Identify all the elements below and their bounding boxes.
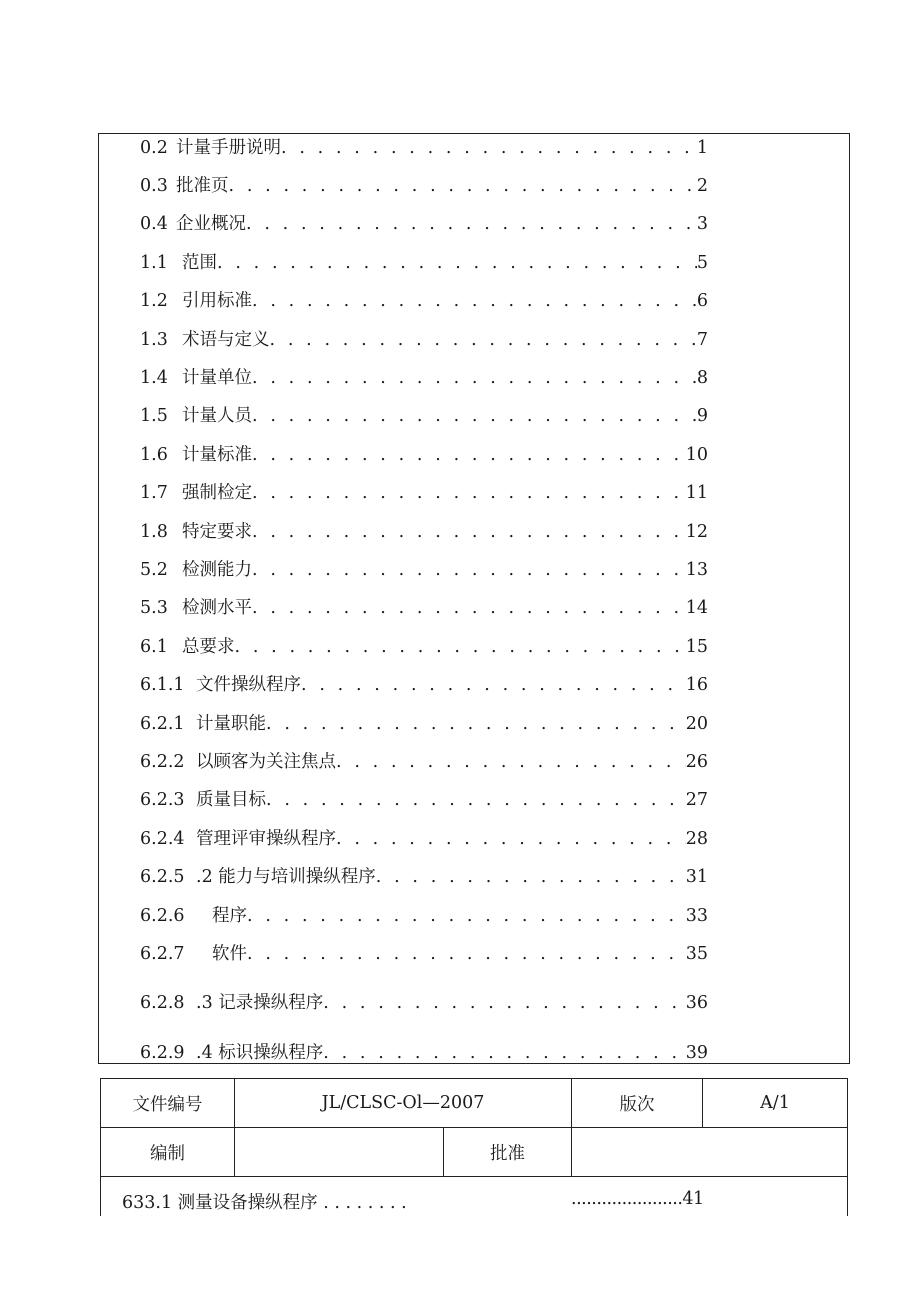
document-control-table: [100, 1078, 848, 1177]
toc-entry-page: 13: [685, 560, 708, 580]
toc-entry-number: 6.2.1: [140, 714, 185, 734]
version-value: A/1: [703, 1079, 848, 1128]
toc-entry[interactable]: [140, 1040, 708, 1066]
toc-entry[interactable]: [140, 250, 708, 276]
toc-entry-number: 1.3: [140, 330, 168, 350]
toc-entry-number: 1.5: [140, 406, 168, 426]
toc-entry[interactable]: [140, 634, 708, 660]
toc-entry[interactable]: [140, 595, 708, 621]
toc-leader-dots: [252, 288, 697, 314]
toc-entry-page: 16: [685, 675, 708, 695]
toc-entry-page: 8: [696, 368, 708, 388]
toc-entry-title: 计量人员: [182, 406, 252, 426]
approved-label: 批准: [444, 1128, 572, 1177]
prepared-value: [235, 1128, 444, 1177]
toc-entry-page: 36: [685, 993, 708, 1013]
toc-leader-dots: [266, 711, 686, 737]
continuation-entry-title: 633.1 测量设备操纵程序 . . . . . . . .: [122, 1193, 407, 1213]
toc-entry-title: 特定要求: [182, 522, 252, 542]
toc-entry-number: 5.2: [140, 560, 168, 580]
toc-entry-number: 1.2: [140, 291, 168, 311]
toc-entry-title: 文件操纵程序: [196, 675, 301, 695]
toc-entry-number: 1.6: [140, 445, 168, 465]
toc-entry[interactable]: [140, 749, 708, 775]
toc-entry-title: 检测水平: [182, 598, 252, 618]
toc-entry-page: 15: [685, 637, 708, 657]
toc-leader-dots: [252, 365, 697, 391]
toc-leader-dots: [252, 403, 697, 429]
toc-entry[interactable]: [140, 135, 708, 161]
toc-entry-page: 5: [696, 253, 708, 273]
toc-entry[interactable]: [140, 826, 708, 852]
toc-entry-number: 0.4: [140, 214, 168, 234]
toc-entry-page: 9: [696, 406, 708, 426]
prepared-label: 编制: [101, 1128, 235, 1177]
control-row-1: [101, 1079, 848, 1128]
toc-leader-dots: [246, 211, 697, 237]
toc-entry[interactable]: [140, 941, 708, 967]
toc-entry[interactable]: [140, 365, 708, 391]
toc-entry[interactable]: [140, 864, 708, 890]
toc-leader-dots: [323, 990, 685, 1016]
toc-entry-title: 强制检定: [182, 483, 252, 503]
toc-entry[interactable]: [140, 711, 708, 737]
toc-entry[interactable]: [140, 787, 708, 813]
toc-entry-number: 6.2.8: [140, 993, 185, 1013]
toc-entry-page: 10: [685, 445, 708, 465]
continuation-entry-page: ......................41: [571, 1189, 704, 1209]
toc-leader-dots: [376, 864, 686, 890]
toc-leader-dots: [252, 442, 686, 468]
toc-entry-page: 2: [696, 176, 708, 196]
toc-entry-title: 管理评审操纵程序: [196, 829, 336, 849]
toc-entry-title: 检测能力: [182, 560, 252, 580]
toc-entry-number: 6.2.4: [140, 829, 185, 849]
toc-entry-number: 6.2.6: [140, 906, 185, 926]
toc-entry-title: 引用标准: [182, 291, 252, 311]
toc-leader-dots: [252, 557, 686, 583]
toc-entry-number: 6.2.5: [140, 867, 185, 887]
toc-entry-number: 6.2.3: [140, 790, 185, 810]
toc-entry-page: 31: [685, 867, 708, 887]
toc-entry-title: 范围: [182, 253, 217, 273]
toc-entry-number: 5.3: [140, 598, 168, 618]
toc-entry-page: 33: [685, 906, 708, 926]
toc-entry-page: 28: [685, 829, 708, 849]
toc-entry-title: 计量单位: [182, 368, 252, 388]
toc-leader-dots: [247, 941, 686, 967]
toc-entry-page: 35: [685, 944, 708, 964]
toc-entry-number: 1.4: [140, 368, 168, 388]
toc-entry-title: 批准页: [176, 176, 229, 196]
toc-entry-title: 计量手册说明: [176, 138, 281, 158]
toc-entry-number: 6.2.9: [140, 1043, 185, 1063]
toc-entry-title: 总要求: [182, 637, 235, 657]
toc-entry-title: .4 标识操纵程序: [196, 1043, 324, 1063]
toc-entry-title: .2 能力与培训操纵程序: [196, 867, 376, 887]
toc-entry-title: 程序: [212, 906, 247, 926]
toc-leader-dots: [323, 1040, 685, 1066]
toc-leader-dots: [252, 595, 686, 621]
toc-entry[interactable]: [140, 403, 708, 429]
toc-entry-title: 术语与定义: [182, 330, 270, 350]
toc-entry-number: 1.7: [140, 483, 168, 503]
toc-entry[interactable]: [140, 519, 708, 545]
toc-entry-number: 6.2.7: [140, 944, 185, 964]
toc-entry-title: 以顾客为关注焦点: [196, 752, 336, 772]
toc-entry-title: 企业概况: [176, 214, 246, 234]
control-row-2: [101, 1128, 848, 1177]
approved-value: [572, 1128, 848, 1177]
toc-entry[interactable]: [140, 990, 708, 1016]
toc-entry-page: 1: [696, 138, 708, 158]
toc-leader-dots: [266, 787, 686, 813]
toc-entry[interactable]: [140, 672, 708, 698]
toc-leader-dots: [252, 480, 686, 506]
toc-entry-page: 12: [685, 522, 708, 542]
doc-no-label: 文件编号: [101, 1079, 235, 1128]
toc-entry-number: 1.8: [140, 522, 168, 542]
toc-entry-title: 计量标准: [182, 445, 252, 465]
toc-leader-dots: [229, 173, 697, 199]
toc-leader-dots: [235, 634, 686, 660]
toc-entry-title: 软件: [212, 944, 247, 964]
toc-entry-number: 6.1: [140, 637, 168, 657]
toc-entry-number: 1.1: [140, 253, 168, 273]
toc-entry-page: 7: [696, 330, 708, 350]
toc-leader-dots: [281, 135, 697, 161]
toc-entry-page: 20: [685, 714, 708, 734]
toc-entry[interactable]: [140, 288, 708, 314]
toc-entry-page: 26: [685, 752, 708, 772]
toc-leader-dots: [270, 327, 697, 353]
toc-entry-number: 6.1.1: [140, 675, 185, 695]
toc-entry-number: 0.3: [140, 176, 168, 196]
toc-entry-number: 6.2.2: [140, 752, 185, 772]
toc-entry-page: 6: [696, 291, 708, 311]
toc-leader-dots: [336, 749, 686, 775]
toc-entry[interactable]: [140, 211, 708, 237]
toc-entry-number: 0.2: [140, 138, 168, 158]
toc-entry-page: 39: [685, 1043, 708, 1063]
toc-leader-dots: [336, 826, 686, 852]
toc-entry[interactable]: [140, 557, 708, 583]
toc-entry[interactable]: [140, 903, 708, 929]
toc-leader-dots: [217, 250, 697, 276]
toc-entry[interactable]: [140, 327, 708, 353]
toc-entry-title: 计量职能: [196, 714, 266, 734]
toc-leader-dots: [247, 903, 686, 929]
version-label: 版次: [572, 1079, 703, 1128]
toc-entry-title: 质量目标: [196, 790, 266, 810]
toc-entry-page: 14: [685, 598, 708, 618]
toc-entry[interactable]: [140, 480, 708, 506]
doc-no-value: JL/CLSC-Ol—2007: [235, 1079, 572, 1128]
toc-leader-dots: [252, 519, 686, 545]
toc-entry[interactable]: [140, 442, 708, 468]
toc-leader-dots: [301, 672, 686, 698]
toc-entry-page: 3: [696, 214, 708, 234]
toc-entry-title: .3 记录操纵程序: [196, 993, 324, 1013]
toc-entry[interactable]: [140, 173, 708, 199]
toc-entry-page: 27: [685, 790, 708, 810]
toc-entry-page: 11: [685, 483, 708, 503]
